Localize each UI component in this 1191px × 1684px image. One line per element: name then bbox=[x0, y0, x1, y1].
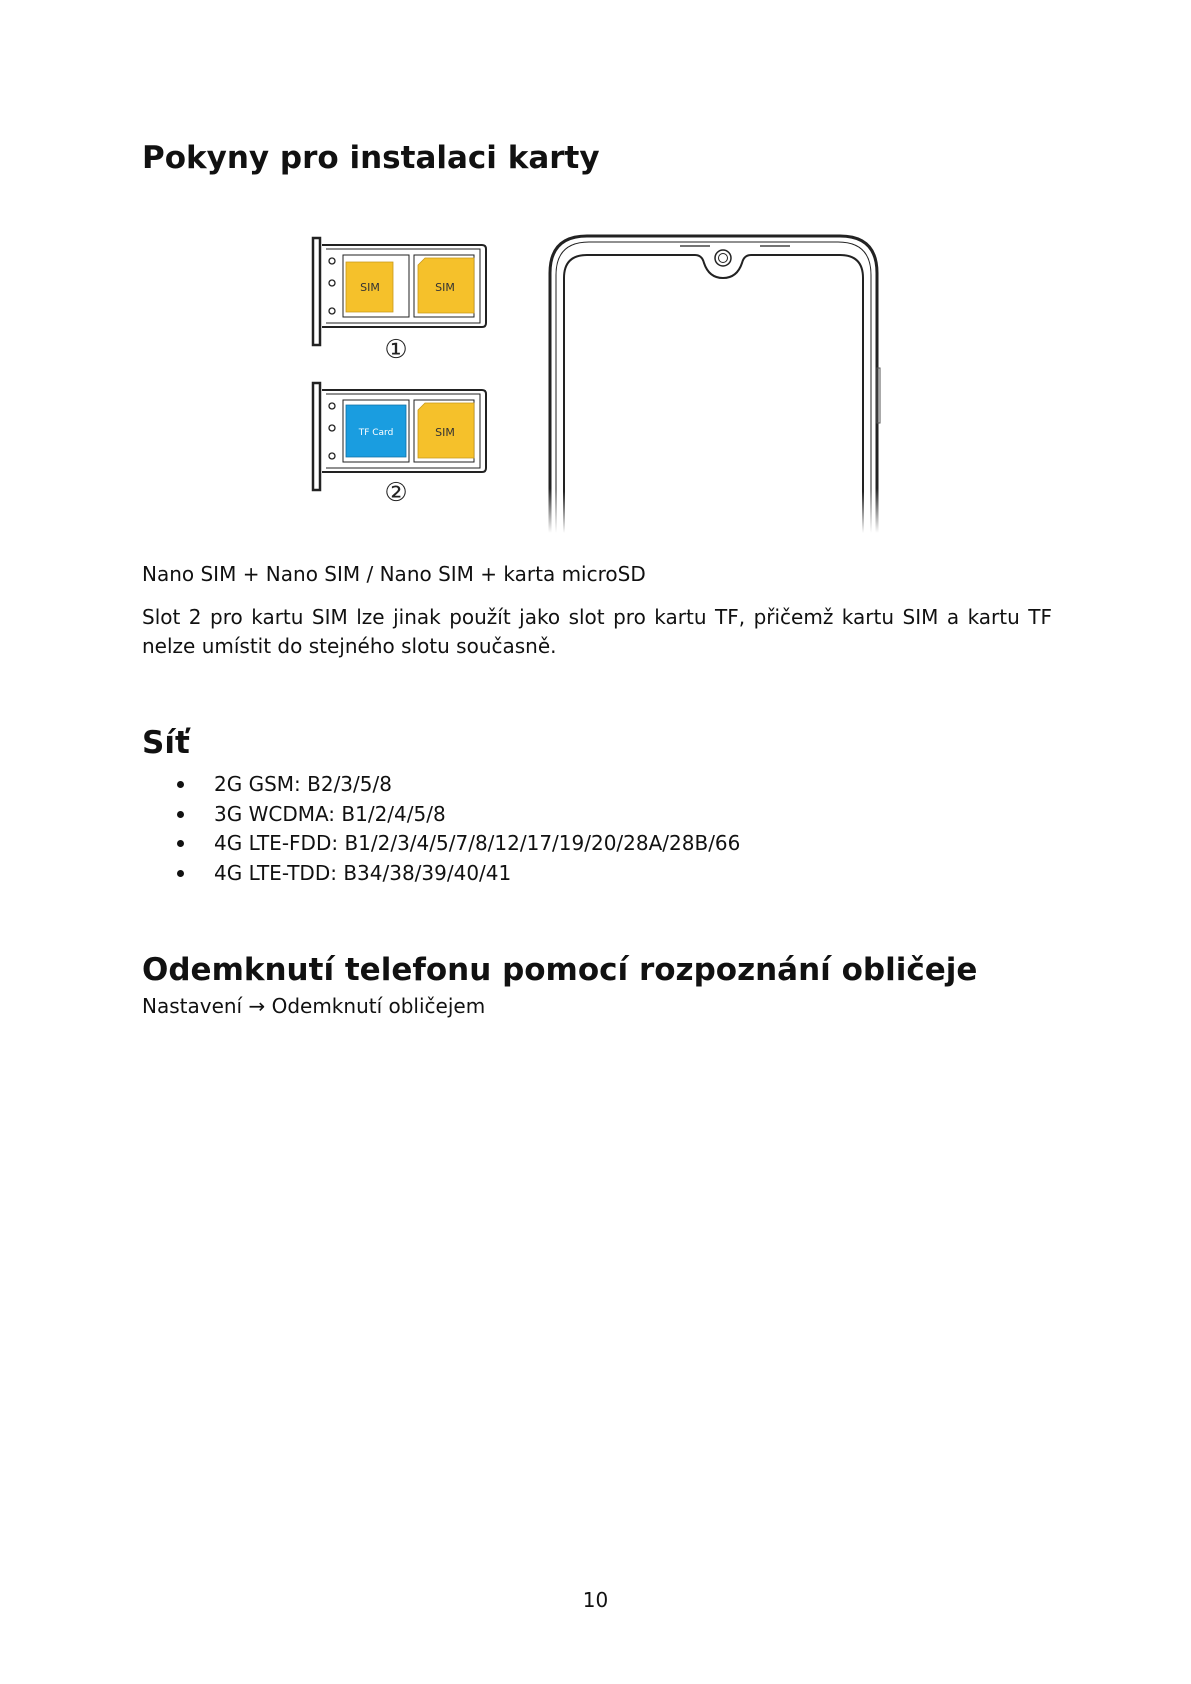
list-item bbox=[142, 829, 740, 859]
slot-note-paragraph: Slot 2 pro kartu SIM lze jinak použít jako slot pro kartu TF, přičemž kartu SIM a kartu TF nelze umístit do stejného slotu současně. bbox=[142, 605, 1052, 658]
sim-tray-figure bbox=[310, 233, 890, 538]
list-item bbox=[142, 859, 740, 889]
sim-tray-illustration bbox=[310, 233, 890, 538]
list-item bbox=[142, 800, 740, 830]
bullet-icon bbox=[177, 781, 184, 788]
network-band-text: 4G LTE-FDD: B1/2/3/4/5/7/8/12/17/19/20/28A/28B/66 bbox=[214, 831, 741, 855]
tray-1 bbox=[313, 238, 486, 365]
phone-outline bbox=[550, 236, 880, 533]
network-band-text: 3G WCDMA: B1/2/4/5/8 bbox=[214, 801, 446, 826]
network-bands-list bbox=[142, 770, 740, 888]
bullet-icon bbox=[177, 870, 184, 877]
tray2-marker: ② bbox=[384, 478, 408, 508]
tray-2 bbox=[313, 383, 486, 508]
heading-face-unlock: Odemknutí telefonu pomocí rozpoznání obličeje bbox=[142, 952, 978, 988]
network-band-text: 2G GSM: B2/3/5/8 bbox=[214, 772, 392, 796]
tray1-marker: ① bbox=[384, 335, 408, 365]
list-item bbox=[142, 770, 740, 800]
settings-path: Nastavení → Odemknutí obličejem bbox=[142, 994, 486, 1018]
bullet-icon bbox=[177, 840, 184, 847]
sim-config-caption: Nano SIM + Nano SIM / Nano SIM + karta microSD bbox=[142, 562, 646, 586]
tray1-slot-a-label: SIM bbox=[360, 281, 380, 294]
page-number: 10 bbox=[582, 1588, 609, 1612]
tray2-slot-a-label: TF Card bbox=[358, 428, 394, 438]
tray2-slot-b-label: SIM bbox=[435, 426, 455, 439]
network-band-text: 4G LTE-TDD: B34/38/39/40/41 bbox=[214, 860, 512, 885]
tray1-slot-b-label: SIM bbox=[435, 281, 455, 294]
heading-card-installation: Pokyny pro instalaci karty bbox=[142, 140, 600, 176]
bullet-icon bbox=[177, 811, 184, 818]
heading-network: Síť bbox=[142, 725, 190, 761]
